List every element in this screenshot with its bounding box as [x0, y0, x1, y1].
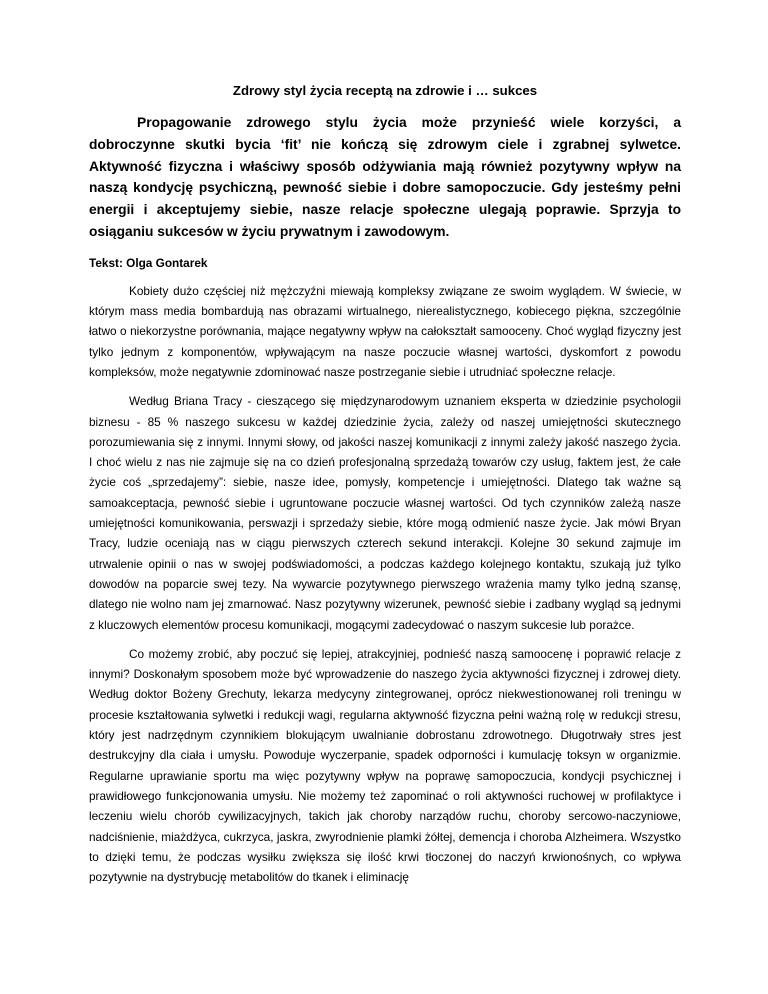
document-page — [89, 82, 681, 896]
body-paragraph: Kobiety dużo częściej niż mężczyźni miewają kompleksy związane ze swoim wyglądem. W świecie, w którym mass media bombardują nas obrazami wirtualnego, nierealistycznego, kobiecego piękna, szczególnie łatwo o niekorzystne porównania, mające negatywny wpływ na całokształt samooceny. Choć wygląd fizyczny jest tylko jednym z komponentów, wpływającym na nasze poczucie własnej wartości, dyskomfort z powodu kompleksów, może negatywnie zdominować nasze postrzeganie siebie i utrudniać społeczne relacje. — [89, 283, 681, 379]
body-paragraph: Co możemy zrobić, aby poczuć się lepiej, atrakcyjniej, podnieść naszą samoocenę i poprawić relacje z innymi? Doskonałym sposobem może być wprowadzenie do naszego życia aktywności fizycznej i zdrowej diety. Według doktor Bożeny Grechuty, lekarza medycyny zintegrowanej, oprócz niekwestionowanej roli treningu w procesie kształtowania sylwetki i redukcji wagi, regularna aktywność fizyczna pełni ważną rolę w redukcji stresu, który jest nadrzędnym czynnikiem blokującym uwalnianie dobrostanu zdrowotnego. Długotrwały stres jest destrukcyjny dla ciała i umysłu. Powoduje wyczerpanie, spadek odporności i kumulację toksyn w organizmie. Regularne uprawianie sportu ma więc pozytywny wpływ na poprawę samopoczucia, kondycji psychicznej i prawidłowego funkcjonowania umysłu. Nie możemy też zapominać o roli aktywności ruchowej w profilaktyce i leczeniu wielu chorób cywilizacyjnych, takich jak choroby narządów ruchu, choroby sercowo-naczyniowe, nadciśnienie, miażdżyca, cukrzyca, jaskra, zwyrodnienie plamki żółtej, demencja i choroba Alzheimera. Wszystko to dzięki temu, że podczas wysiłku zwiększa się ilość krwi tłoczonej do naczyń krwionośnych, co wpływa pozytywnie na dystrybucję metabolitów do tkanek i eliminację — [89, 646, 681, 885]
document-title: Zdrowy styl życia receptą na zdrowie i … sukces — [232, 83, 538, 98]
author-byline: Tekst: Olga Gontarek — [89, 255, 208, 270]
lead-paragraph: Propagowanie zdrowego stylu życia może przynieść wiele korzyści, a dobroczynne skutki bycia ‘fit’ nie kończą się zdrowym ciele i zgrabnej sylwetce. Aktywność fizyczna i właściwy sposób odżywiania mają również pozytywny wpływ na naszą kondycję psychiczną, pewność siebie i dobre samopoczucie. Gdy jesteśmy pełni energii i akceptujemy siebie, nasze relacje społeczne ulegają poprawie. Sprzyja to osiąganiu sukcesów w życiu prywatnym i zawodowym. — [89, 115, 681, 239]
body-paragraph: Według Briana Tracy - cieszącego się międzynarodowym uznaniem eksperta w dziedzinie psychologii biznesu - 85 % naszego sukcesu w każdej dziedzinie życia, zależy od naszej umiejętności skutecznego porozumiewania się z innymi. Innymi słowy, od jakości naszej komunikacji z innymi zależy jakość naszego życia. I choć wielu z nas nie zajmuje się na co dzień profesjonalną sprzedażą towarów czy usług, faktem jest, że całe życie coś „sprzedajemy”: siebie, nasze idee, pomysły, kompetencje i umiejętności. Dlatego tak ważne są samoakceptacja, pewność siebie i ugruntowane poczucie własnej wartości. Od tych czynników zależą nasze umiejętności komunikowania, perswazji i sprzedaży siebie, które mogą odmienić nasze życie. Jak mówi Bryan Tracy, ludzie oceniają nas w ciągu pierwszych czterech sekund interakcji. Kolejne 30 sekund zajmuje im utrwalenie opinii o nas w swojej podświadomości, a podczas każdego kolejnego kontaktu, szukają już tylko dowodów na poparcie swej tezy. Na wywarcie pozytywnego pierwszego wrażenia mamy tylko jedną szansę, dlatego nie wolno nam jej zmarnować. Nasz pozytywny wizerunek, pewność siebie i zadbany wygląd są jednymi z kluczowych elementów procesu komunikacji, mogącymi zadecydować o naszym sukcesie lub porażce. — [89, 394, 681, 632]
